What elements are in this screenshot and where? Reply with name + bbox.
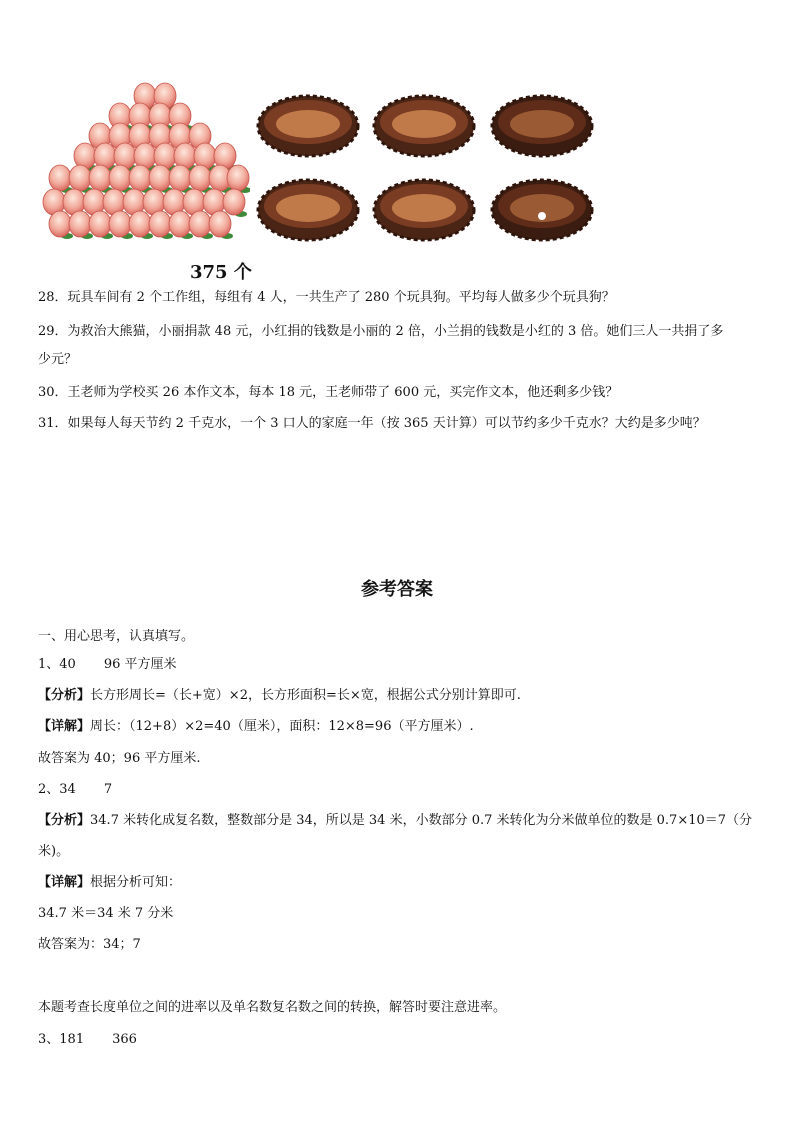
peach [149, 211, 171, 237]
peach [89, 211, 111, 237]
question-30: 30．王老师为学校买 26 本作文本，每本 18 元，王老师带了 600 元，买完作文本，他还剩多少钱？ [38, 385, 619, 400]
peach [69, 211, 91, 237]
answer-1-analysis [38, 686, 521, 706]
answer-1-first: 1、40 [38, 657, 76, 672]
answer-2-first: 2、34 [38, 782, 76, 797]
detail-tag: 【详解】 [38, 719, 91, 734]
question-29: 29．为救治大熊猫，小丽捐款 48 元，小红捐的钱数是小丽的 2 倍，小兰捐的钱数是小红的 3 倍。她们三人一共捐了多 [38, 324, 724, 339]
peach [227, 165, 249, 191]
peach [109, 165, 131, 191]
analysis-text: 长方形周长=（长+宽）×2，长方形面积=长×宽，根据公式分别计算即可. [90, 688, 521, 703]
peach [169, 211, 191, 237]
peach [69, 165, 91, 191]
answer-2-equation: 34.7 米＝34 米 7 分米 [38, 906, 174, 921]
peaches-baskets-illustration [40, 78, 596, 248]
peach [49, 165, 71, 191]
basket-image [370, 168, 478, 244]
answer-2-analysis-continued: 米)。 [38, 844, 70, 859]
answer-2-analysis [38, 811, 752, 831]
answer-3-second: 366 [112, 1032, 137, 1047]
analysis-tag: 【分析】 [38, 688, 91, 703]
peach [129, 165, 151, 191]
basket-image [370, 84, 478, 160]
basket-image [488, 84, 596, 160]
answer-1-detail [38, 717, 474, 737]
basket-image [254, 84, 362, 160]
question-28: 28．玩具车间有 2 个工作组，每组有 4 人，一共生产了 280 个玩具狗。平均每人做多少个玩具狗？ [38, 290, 615, 305]
peach [149, 165, 171, 191]
peach [49, 211, 71, 237]
peach [109, 211, 131, 237]
peach-pile-image [40, 78, 250, 246]
answer-1-second: 96 平方厘米 [103, 657, 177, 672]
question-29-continued: 少元？ [38, 352, 78, 367]
basket-image [488, 168, 596, 244]
question-31: 31．如果每人每天节约 2 千克水，一个 3 口人的家庭一年（按 365 天计算）可以节约多少千克水？大约是多少吨？ [38, 416, 706, 431]
answer-2 [38, 780, 112, 800]
peach [89, 165, 111, 191]
answer-2-conclusion: 故答案为：34；7 [38, 937, 141, 952]
analysis-text: 34.7 米转化成复名数，整数部分是 34，所以是 34 米，小数部分 0.7 米转化为分米做单位的数是 0.7×10＝7（分 [90, 813, 753, 828]
detail-tag: 【详解】 [38, 875, 91, 890]
answer-2-second: 7 [103, 782, 113, 797]
peach-count-label: 375 个 [190, 262, 252, 283]
detail-text: 根据分析可知： [90, 875, 182, 890]
peach [189, 211, 211, 237]
basket-image [254, 168, 362, 244]
answer-3 [38, 1030, 137, 1050]
analysis-tag: 【分析】 [38, 813, 91, 828]
section-heading: 一、用心思考，认真填写。 [38, 629, 195, 644]
answer-1-conclusion: 故答案为 40；96 平方厘米. [38, 751, 201, 766]
detail-text: 周长：（12+8）×2=40（厘米），面积：12×8=96（平方厘米）. [90, 719, 474, 734]
answers-title: 参考答案 [361, 579, 433, 600]
answer-1 [38, 655, 177, 675]
answer-2-detail [38, 873, 181, 893]
answer-3-first: 3、181 [38, 1032, 85, 1047]
answer-2-note: 本题考查长度单位之间的进率以及单名数复名数之间的转换，解答时要注意进率。 [38, 1000, 507, 1015]
peach [223, 189, 245, 215]
peach [169, 165, 191, 191]
peach [189, 165, 211, 191]
peach [129, 211, 151, 237]
peach [209, 211, 231, 237]
